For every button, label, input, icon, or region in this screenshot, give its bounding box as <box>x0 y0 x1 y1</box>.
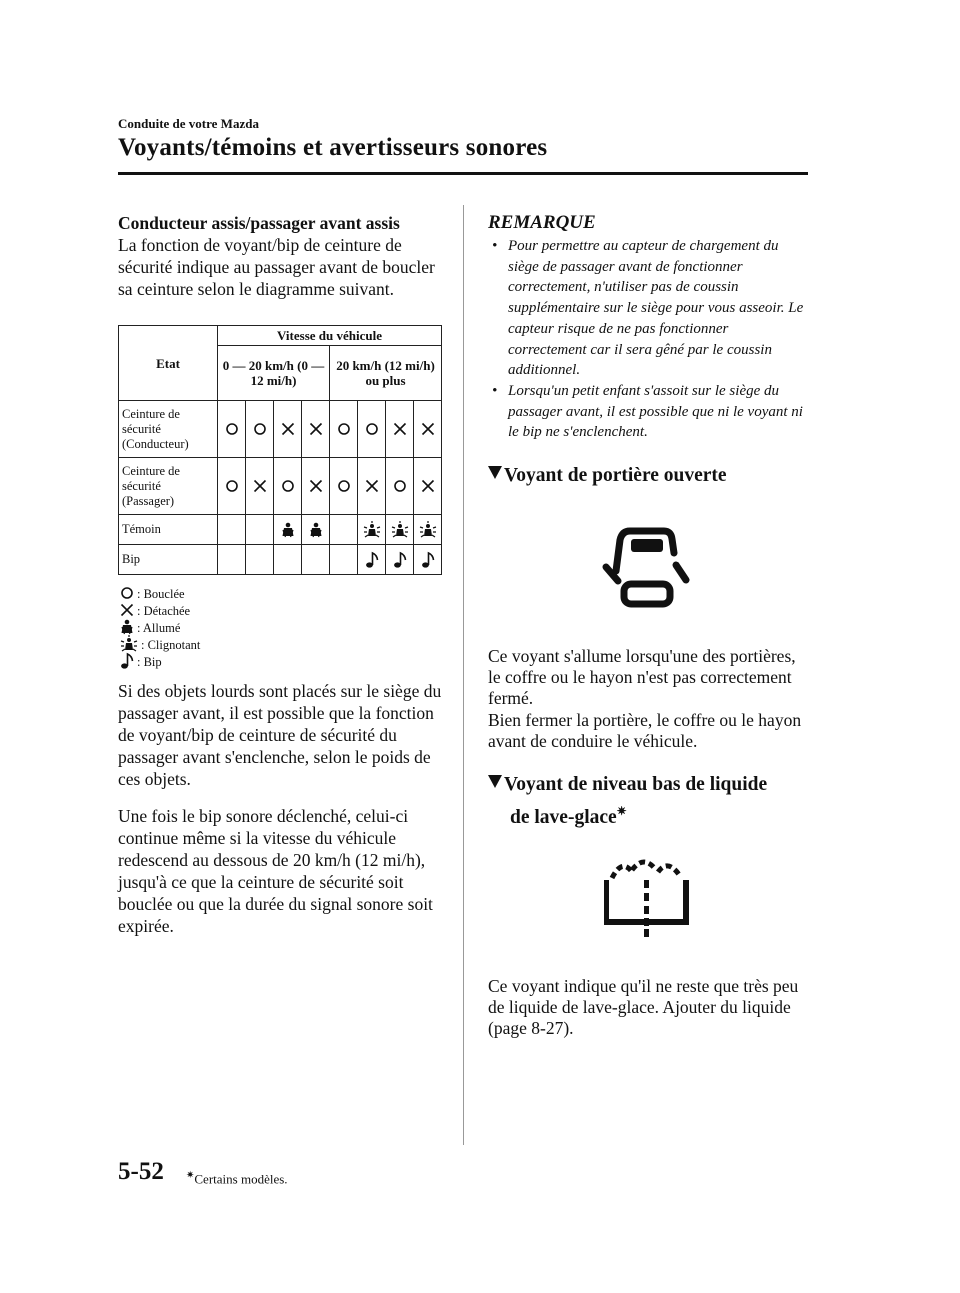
unbuckled-icon <box>302 421 329 437</box>
table-cell <box>414 545 442 575</box>
unbuckled-icon <box>358 478 385 494</box>
buckled-icon <box>386 478 413 494</box>
table-cell <box>330 458 358 515</box>
table-header-etat: Etat <box>119 326 218 401</box>
unbuckled-icon <box>414 421 441 437</box>
unbuckled-icon <box>302 478 329 494</box>
door-heading: Voyant de portière ouverte <box>488 463 818 489</box>
note-item-1: • Pour permettre au capteur de chargement du siège de passager avant de fonctionner correctement, n'utiliser pas de coussin supplémentaire sur le siège pour vous asseoir. Le capteur risque de ne pas fonctionner correctement car il sera gêné par le coussin additionnel. <box>492 238 804 379</box>
unbuckled-icon <box>246 478 273 494</box>
table-cell <box>330 401 358 458</box>
note-item-2: • Lorsqu'un petit enfant s'assoit sur le siège du passager avant, il est possible que ni le voyant ni le bip ne s'enclenchent. <box>492 383 803 441</box>
table-cell <box>302 458 330 515</box>
section-label: Conduite de votre Mazda <box>118 116 259 131</box>
row-label-beep: Bip <box>119 545 218 575</box>
legend-item <box>120 586 185 603</box>
table-cell <box>302 515 330 545</box>
table-header-speed-low: 0 — 20 km/h (0 — 12 mi/h) <box>218 346 330 401</box>
table-cell <box>358 401 386 458</box>
table-cell <box>246 515 274 545</box>
table-cell <box>218 458 246 515</box>
buckled-icon <box>330 421 357 437</box>
table-cell <box>330 515 358 545</box>
table-cell <box>414 515 442 545</box>
table-cell <box>246 401 274 458</box>
unbuckled-icon <box>414 478 441 494</box>
row-label-driver: Ceinture de sécurité (Conducteur) <box>119 401 218 458</box>
row-label-passenger: Ceinture de sécurité (Passager) <box>119 458 218 515</box>
table-cell <box>414 401 442 458</box>
beep-icon <box>386 551 413 569</box>
indicator-on-icon <box>302 521 329 539</box>
seat-intro: La fonction de voyant/bip de ceinture de sécurité indique au passager avant de boucler sa ceinture selon le diagramme suivant. <box>118 235 435 299</box>
buckled-icon <box>218 478 245 494</box>
legend-label: : Bip <box>137 655 162 669</box>
door-text-2: Bien fermer la portière, le coffre ou le hayon avant de conduire le véhicule. <box>488 710 802 751</box>
table-cell <box>274 458 302 515</box>
footer-note: ✷Certains modèles. <box>186 1170 288 1187</box>
heavy-objects-paragraph: Si des objets lourds sont placés sur le siège du passager avant, il est possible que la fonction de voyant/bip de ceinture de sécurité du passager avant s'enclenche, selon le poids de ces objets. <box>118 681 442 789</box>
indicator-flashing-icon <box>414 521 441 539</box>
washer-fluid-icon <box>604 856 692 938</box>
title-rule <box>118 172 808 175</box>
unbuckled-icon <box>274 421 301 437</box>
buckled-icon <box>246 421 273 437</box>
table-cell <box>302 545 330 575</box>
table-cell <box>218 545 246 575</box>
indicator-on-icon <box>274 521 301 539</box>
beep-icon <box>358 551 385 569</box>
table-cell <box>386 545 414 575</box>
row-label-indicator: Témoin <box>119 515 218 545</box>
table-cell <box>274 515 302 545</box>
legend-label: : Détachée <box>137 604 191 618</box>
unbuckled-icon <box>386 421 413 437</box>
table-cell <box>414 458 442 515</box>
beep-duration-paragraph: Une fois le bip sonore déclenché, celui-ci continue même si la vitesse du véhicule redescend au dessous de 20 km/h (12 mi/h), jusqu'à ce que la ceinture de sécurité soit bouclée ou que la durée du signal sonore soit expirée. <box>118 806 433 936</box>
buckled-icon <box>358 421 385 437</box>
buckled-icon <box>218 421 245 437</box>
table-cell <box>246 545 274 575</box>
page-number: 5-52 <box>118 1158 164 1185</box>
seat-heading: Conducteur assis/passager avant assis <box>118 213 400 233</box>
legend-label: : Clignotant <box>141 638 201 652</box>
table-cell <box>218 515 246 545</box>
legend-label: : Allumé <box>137 621 181 635</box>
beep-icon <box>120 652 134 674</box>
washer-heading: Voyant de niveau bas de liquide de lave-glace✷ <box>488 772 818 831</box>
table-cell <box>274 545 302 575</box>
page-title: Voyants/témoins et avertisseurs sonores <box>118 134 548 161</box>
table-cell <box>246 458 274 515</box>
note-heading: REMARQUE <box>488 212 596 233</box>
table-header-speed: Vitesse du véhicule <box>218 326 442 346</box>
indicator-flashing-icon <box>386 521 413 539</box>
bullet-icon: • <box>492 383 498 399</box>
legend-label: : Bouclée <box>137 587 185 601</box>
table-cell <box>274 401 302 458</box>
triangle-icon <box>488 775 502 788</box>
table-cell <box>302 401 330 458</box>
beep-icon <box>414 551 441 569</box>
table-header-speed-high: 20 km/h (12 mi/h) ou plus <box>330 346 442 401</box>
washer-text: Ce voyant indique qu'il ne reste que très peu de liquide de lave-glace. Ajouter du liquide (page 8-27). <box>488 976 799 1038</box>
buckled-icon <box>330 478 357 494</box>
table-cell <box>386 458 414 515</box>
table-cell <box>358 458 386 515</box>
legend-item <box>120 654 162 671</box>
table-cell <box>218 401 246 458</box>
table-cell <box>386 515 414 545</box>
table-cell <box>358 545 386 575</box>
door-ajar-icon <box>600 525 692 610</box>
table-cell <box>386 401 414 458</box>
table-cell <box>358 515 386 545</box>
buckled-icon <box>274 478 301 494</box>
indicator-flashing-icon <box>358 521 385 539</box>
triangle-icon <box>488 466 502 479</box>
seatbelt-table <box>118 325 442 575</box>
column-divider <box>463 205 464 1145</box>
table-cell <box>330 545 358 575</box>
door-text-1: Ce voyant s'allume lorsqu'une des portières, le coffre ou le hayon n'est pas correctement fermé. <box>488 646 796 708</box>
bullet-icon: • <box>492 238 498 254</box>
